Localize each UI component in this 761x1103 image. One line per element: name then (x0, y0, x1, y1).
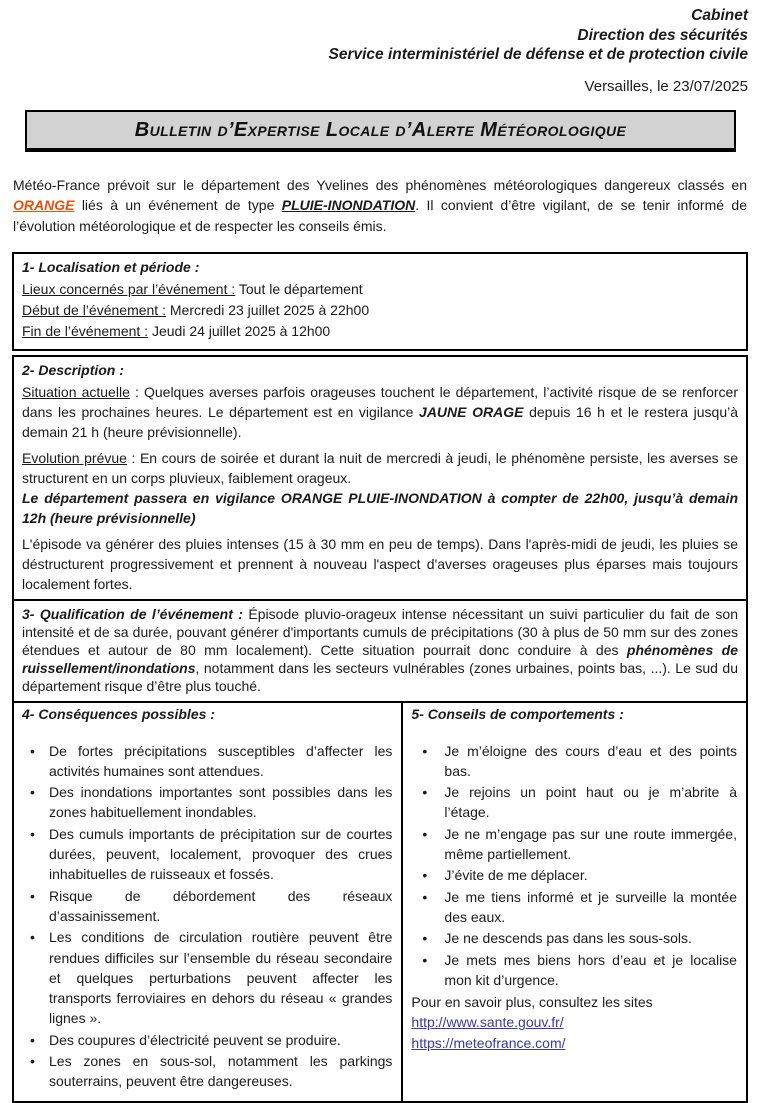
field-lieux (22, 279, 738, 300)
text-segment: . Il convient d’être vigilant, de se tenir informé de l’évolution météorologique et de respecter les conseils émis. (13, 197, 747, 234)
description-evolution-prevue (22, 448, 738, 489)
text-segment: , notamment dans les secteurs vulnérables (zones urbaines, points bas, ...). Le sud du département risque d’être plus touché. (22, 660, 738, 695)
qualification-paragraph (22, 605, 738, 696)
list-item: • Risque de débordement des réseaux d’assainissement. (22, 886, 392, 927)
field-lieux-value: Tout le département (235, 280, 363, 297)
consequences-list (22, 741, 392, 1092)
org-line-cabinet: Cabinet (691, 7, 748, 24)
text-segment: JAUNE ORAGE (419, 403, 524, 420)
description-vigilance-orange (22, 488, 738, 529)
text-segment: phénomènes de ruissellement/inondations (22, 641, 738, 677)
bulletin-title-banner (25, 110, 736, 152)
conseils-list (411, 741, 737, 991)
text-segment: Le département passera en vigilance ORANGE PLUIE-INONDATION à compter de 22h00, jusqu’à demain 12h (heure prévisionnelle) (22, 490, 738, 527)
org-line-direction: Direction des sécurités (577, 26, 748, 44)
text-segment: L'épisode va générer des pluies intenses (15 à 30 mm en peu de temps). Dans l'après-midi de jeudi, les pluies se déstructurent progressivement et prennent à nouveau l'aspect d'averses orageuses plus éparses mais toujours localement fortes. (22, 535, 738, 593)
bottom-columns (14, 703, 746, 1101)
main-sections-table (12, 355, 748, 1102)
field-fin (22, 321, 738, 342)
info-links (411, 1012, 737, 1053)
field-debut (22, 300, 738, 321)
list-item: • Je ne m’engage pas sur une route immergée, même partiellement. (411, 824, 737, 865)
text-segment: Evolution prévue (22, 449, 127, 466)
text-segment: 3- Qualification de l’événement : (22, 605, 243, 622)
field-debut-value: Mercredi 23 juillet 2025 à 22h00 (165, 301, 370, 318)
text-segment: Situation actuelle (22, 383, 130, 400)
description-episode (22, 534, 738, 595)
list-item: • Les conditions de circulation routière peuvent être rendues difficiles sur l’ensemble du réseau secondaire et quelques perturbations peuvent affecter les transports ferroviaires en dehors du réseau « grandes lignes ». (22, 927, 392, 1028)
more-info-text: Pour en savoir plus, consultez les sites (411, 994, 653, 1011)
list-item: • Des cumuls importants de précipitation sur de courtes durées, peuvent, localement, provoquer des crues inhabituelles de ruisseaux et fossés. (22, 824, 392, 885)
list-item: • Les zones en sous-sol, notamment les parkings souterrains, peuvent être dangereuses. (22, 1051, 392, 1092)
text-segment: Météo-France prévoit sur le département des Yvelines des phénomènes météorologiques dangereux classés en (13, 176, 747, 193)
section-description (14, 357, 746, 600)
field-fin-label: Fin de l’événement : (22, 323, 149, 340)
section-consequences (14, 703, 403, 1101)
list-item: • Je m’éloigne des cours d’eau et des points bas. (411, 741, 737, 782)
text-segment: liés à un événement de type (74, 197, 282, 214)
list-item: • Je mets mes biens hors d’eau et je localise mon kit d’urgence. (411, 950, 737, 991)
text-segment: Épisode pluvio-orageux intense nécessitant un suivi particulier du fait de son intensité et de sa durée, pouvant générer d'importants cumuls de précipitations (30 à plus de 50 mm sur des zones étendues et autour de 80 mm localement). Cette situation pourrait donc conduire à des (22, 605, 738, 658)
section-consequences-heading: 4- Conséquences possibles : (22, 705, 215, 722)
sante-gouv-link[interactable]: http://www.sante.gouv.fr/ (411, 1014, 564, 1031)
field-fin-value: Jeudi 24 juillet 2025 à 12h00 (148, 323, 331, 340)
list-item: • Des inondations importantes sont possibles dans les zones habituellement inondables. (22, 782, 392, 823)
list-item: • Des coupures d’électricité peuvent se produire. (22, 1030, 392, 1050)
section-localisation (12, 252, 748, 351)
text-segment: : En cours de soirée et durant la nuit de mercredi à jeudi, le phénomène persiste, les averses se structurent en un corps pluvieux, faiblement orageux. (22, 449, 738, 486)
list-item: • De fortes précipitations susceptibles d’affecter les activités humaines sont attendues. (22, 741, 392, 782)
intro-paragraph (13, 175, 747, 237)
text-segment: : Quelques averses parfois orageuses touchent le département, l’activité risque de se renforcer dans les prochaines heures. Le département est en vigilance (22, 383, 738, 420)
section-conseils-heading: 5- Conseils de comportements : (411, 705, 624, 722)
description-situation-actuelle (22, 382, 738, 443)
meteofrance-link[interactable]: https://meteofrance.com/ (411, 1034, 566, 1051)
section-localisation-heading: 1- Localisation et période : (22, 259, 200, 276)
section-conseils (403, 703, 746, 1101)
text-segment: PLUIE-INONDATION (281, 197, 416, 214)
section-description-heading: 2- Description : (22, 362, 124, 379)
list-item: • Je ne descends pas dans les sous-sols. (411, 928, 737, 948)
bulletin-title: Bulletin d’Expertise Locale d’Alerte Météorologique (134, 118, 627, 141)
field-lieux-label: Lieux concernés par l’événement : (22, 280, 236, 297)
section-qualification (14, 601, 746, 703)
text-segment: depuis 16 h et le restera jusqu’à demain 21 h (heure prévisionnelle). (22, 403, 739, 441)
list-item: • Je rejoins un point haut ou je m’abrite à l’étage. (411, 782, 737, 823)
field-debut-label: Début de l’événement : (22, 301, 166, 318)
list-item: • J’évite de me déplacer. (411, 865, 737, 885)
date-line: Versailles, le 23/07/2025 (584, 77, 748, 95)
text-segment: ORANGE (13, 197, 75, 214)
list-item: • Je me tiens informé et je surveille la montée des eaux. (411, 887, 737, 928)
letterhead (12, 6, 748, 65)
org-line-service: Service interministériel de défense et de protection civile (328, 46, 748, 64)
